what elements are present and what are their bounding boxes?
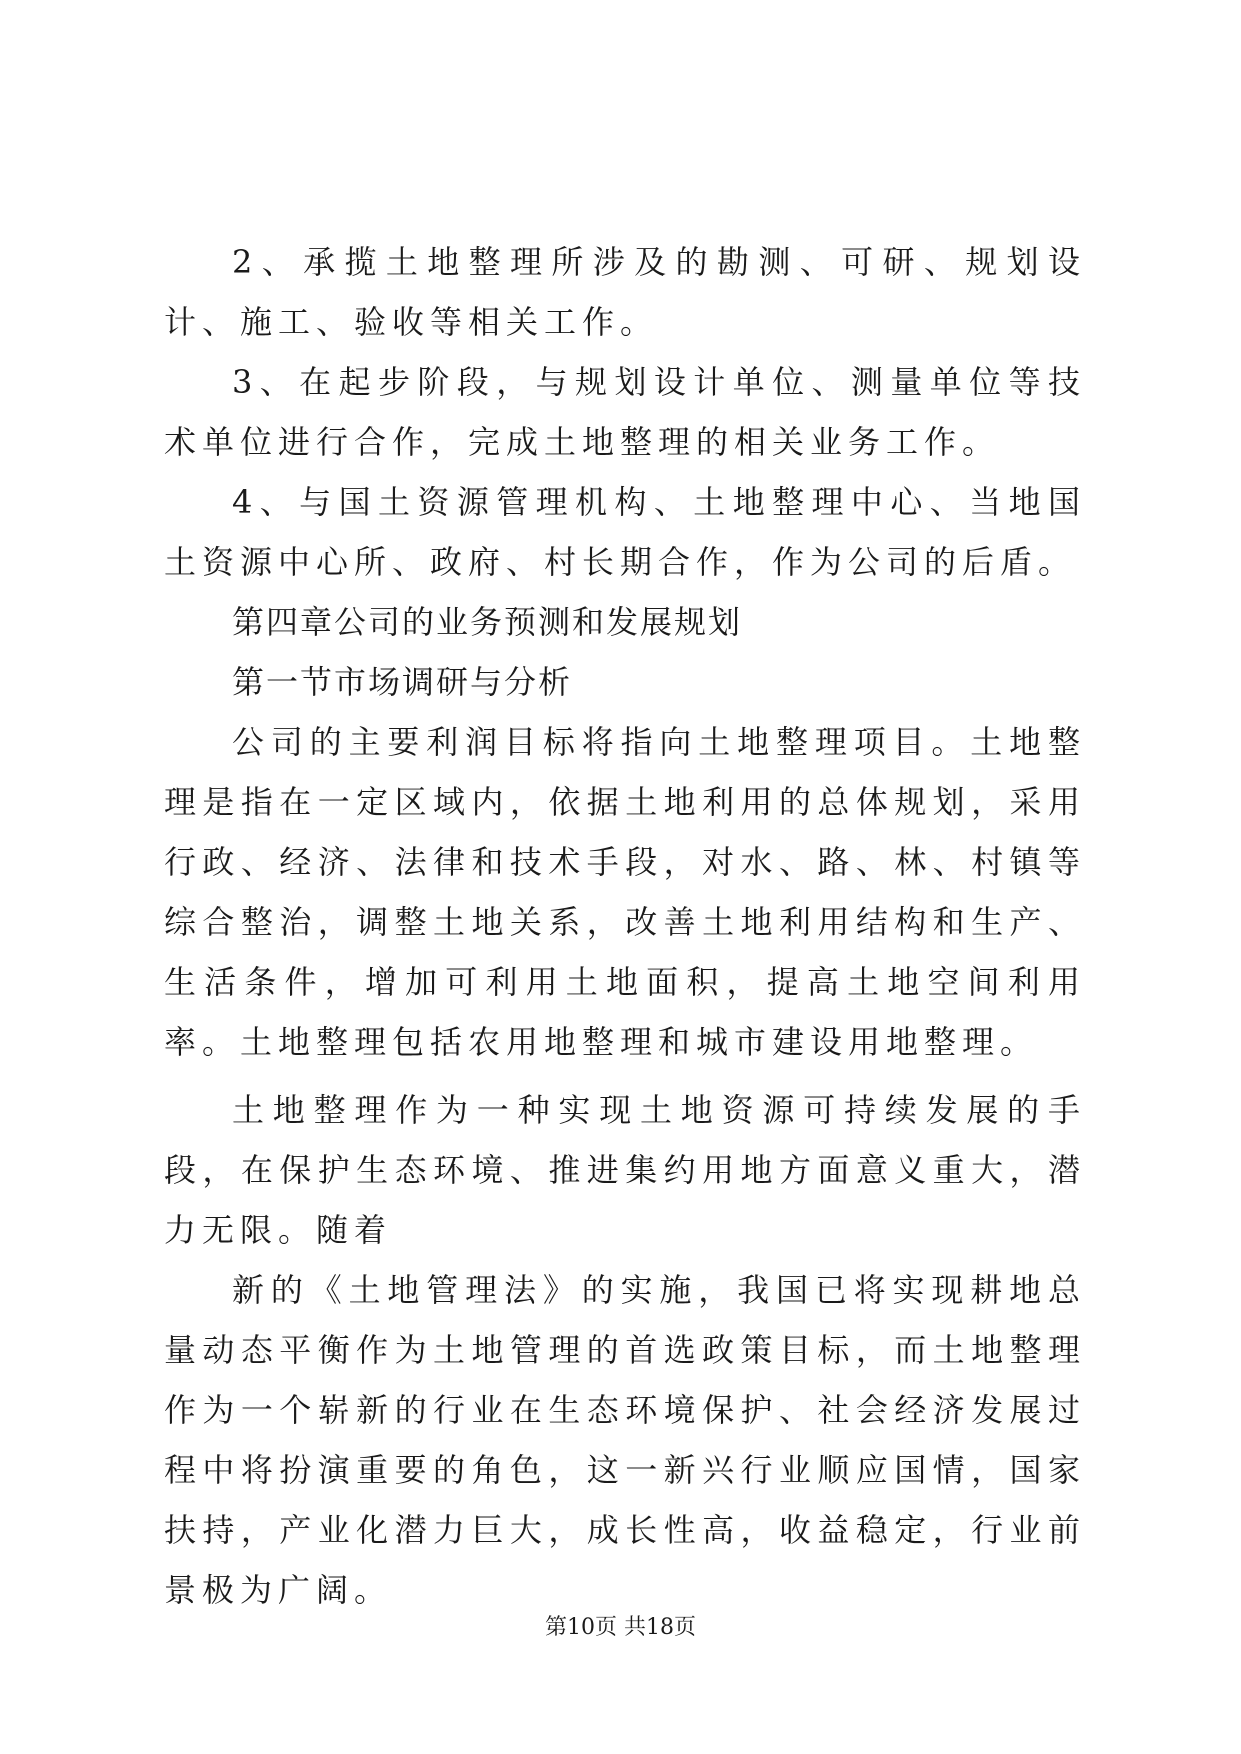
paragraph-item-4: 4、与国土资源管理机构、土地整理中心、当地国土资源中心所、政府、村长期合作，作为公司的后盾。 [164, 483, 1086, 581]
paragraph-land-consolidation: 公司的主要利润目标将指向土地整理项目。土地整理是指在一定区域内，依据土地利用的总体规划，采用行政、经济、法律和技术手段，对水、路、林、村镇等综合整治，调整土地关系，改善土地利用结构和生产、生活条件，增加可利用土地面积，提高土地空间利用率。土地整理包括农用地整理和城市建设用地整理。 [164, 723, 1086, 1061]
page-number-footer: 第10页 共18页 [545, 1615, 696, 1640]
section-heading: 第一节市场调研与分析 [232, 663, 573, 701]
paragraph-land-law: 新的《土地管理法》的实施，我国已将实现耕地总量动态平衡作为土地管理的首选政策目标，而土地整理作为一个崭新的行业在生态环境保护、社会经济发展过程中将扮演重要的角色，这一新兴行业顺应国情，国家扶持，产业化潜力巨大，成长性高，收益稳定，行业前景极为广阔。 [164, 1271, 1086, 1609]
paragraph-sustainable-development: 土地整理作为一种实现土地资源可持续发展的手段，在保护生态环境、推进集约用地方面意义重大，潜力无限。随着 [164, 1091, 1086, 1249]
document-body [164, 232, 1086, 1620]
chapter-heading: 第四章公司的业务预测和发展规划 [232, 603, 743, 641]
paragraph-item-3: 3、在起步阶段，与规划设计单位、测量单位等技术单位进行合作，完成土地整理的相关业务工作。 [164, 363, 1086, 461]
paragraph-item-2: 2、承揽土地整理所涉及的勘测、可研、规划设计、施工、验收等相关工作。 [164, 243, 1086, 341]
